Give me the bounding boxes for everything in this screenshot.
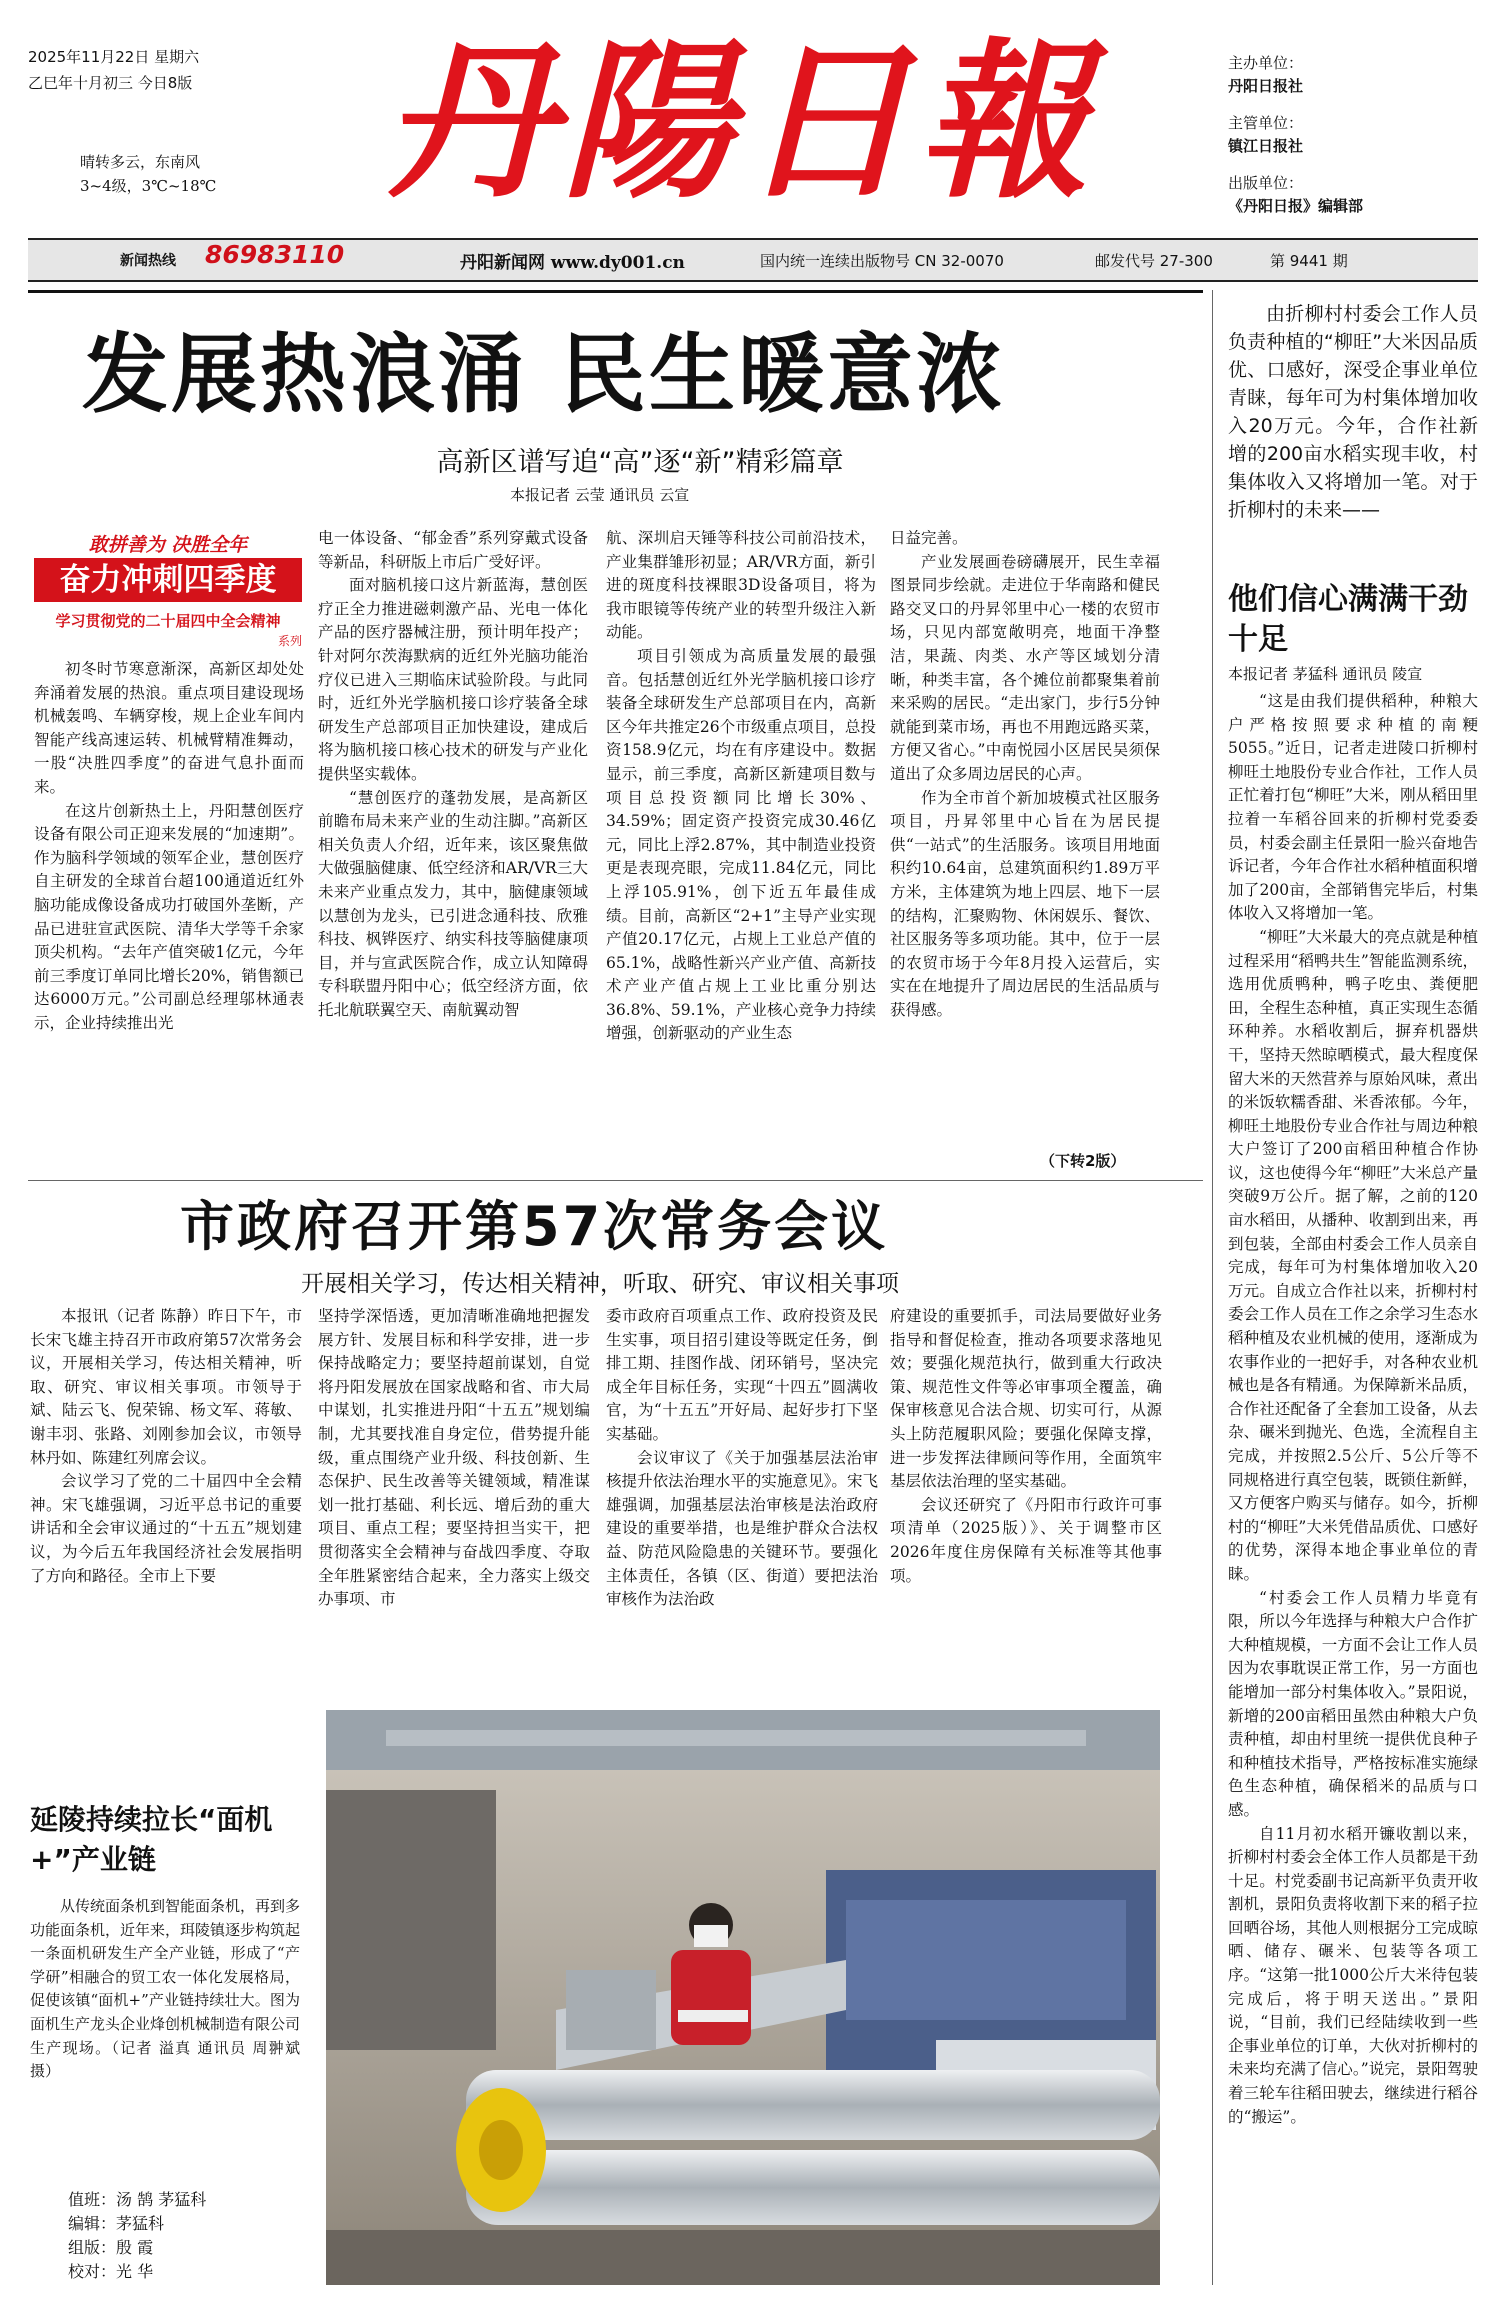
weather-line-2: 3~4级，3℃~18℃	[80, 177, 217, 195]
right-intro-text: 由折柳村村委会工作人员负责种植的“柳旺”大米因品质优、口感好，深受企事业单位青睐，每年可为村集体增加收入20万元。今年，合作社新增的200亩水稻实现丰收，村集体收入又将增加一笔。对于折柳村的未来——	[1228, 303, 1478, 521]
section-rule	[28, 1180, 1203, 1181]
duty-names: 汤 鹄 茅猛科	[116, 2190, 207, 2209]
editor-name: 茅猛科	[116, 2214, 165, 2233]
website: 丹阳新闻网 www.dy001.cn	[460, 253, 685, 273]
series-kicker	[34, 530, 302, 648]
proof-name: 光 华	[116, 2262, 154, 2281]
right-column-divider	[1212, 290, 1213, 2285]
weather-block	[80, 150, 280, 198]
lead-paragraph: “慧创医疗的蓬勃发展，是高新区前瞻布局未来产业的生动注脚。”高新区相关负责人介绍，近年来，该区聚焦做大做强脑健康、低空经济和AR/VR三大未来产业重点发力，其中，脑健康领域以慧创为龙头，已引进念通科技、欣雅科技、枫铧医疗、纳实科技等脑健康项目，并与宣武医院合作，成立认知障碍专科联盟丹阳中心；低空经济方面，依托北航联翼空天、南航翼动智	[318, 788, 588, 1019]
issue-date: 2025年11月22日 星期六	[28, 48, 200, 66]
lead-column-3	[606, 527, 876, 1172]
lead-byline: 本报记者 云莹 通讯员 云宣	[510, 486, 690, 504]
right-paragraph: “村委会工作人员精力毕竟有限，所以今年选择与种粮大户合作扩大种植规模，一方面不会让工作人员因为农事耽误正常工作，另一方面也能增加一部分村集体收入。”景阳说，新增的200亩稻田虽然由种粮大户负责种植，却由村里统一提供优良种子和种植技术指导，严格按标准实施绿色生态种植，确保稻米的品质与口感。	[1228, 1588, 1478, 1819]
supervisor-name: 镇江日报社	[1228, 137, 1304, 155]
publisher-block	[1228, 52, 1468, 218]
lead-paragraph: 电一体设备、“郁金香”系列穿戴式设备等新品，科研版上市后广受好评。	[318, 529, 588, 571]
meeting-paragraph: 会议学习了党的二十届四中全会精神。宋飞雄强调，习近平总书记的重要讲话和全会审议通过的“十五五”规划建议，为今后五年我国经济社会发展指明了方向和路径。全市上下要	[30, 1472, 302, 1585]
lunar-date: 乙巳年十月初三 今日8版	[28, 74, 193, 92]
lead-paragraph: 在这片创新热土上，丹阳慧创医疗设备有限公司正迎来发展的“加速期”。作为脑科学领域的领军企业，慧创医疗自主研发的全球首台超100通道近红外脑功能成像设备成功打破国外垄断，产品已进驻宣武医院、清华大学等千余家顶尖机构。“去年产值突破1亿元，今年前三季度订单同比增长20%，销售额已达6000万元。”公司副总经理邬林通表示，企业持续推出光	[34, 801, 304, 1032]
duty-label: 值班：	[68, 2190, 117, 2209]
meeting-paragraph: 会议还研究了《丹阳市行政许可事项清单（2025版）》、关于调整市区2026年度住房保障有关标准等其他事项。	[890, 1495, 1162, 1585]
staff-list	[68, 2188, 206, 2284]
lead-paragraph: 航、深圳启天锤等科技公司前沿技术，产业集群雏形初显；AR/VR方面，新引进的斑度科技裸眼3D设备项目，将为我市眼镜等传统产业的转型升级注入新动能。	[606, 529, 876, 642]
meeting-paragraph: 委市政府百项重点工作、政府投资及民生实事，项目招引建设等既定任务，倒排工期、挂图作战、闭环销号，坚决完成全年目标任务，实现“十四五”圆满收官，为“十五五”开好局、起好步打下坚实基础。	[606, 1307, 878, 1443]
host-label: 主办单位：	[1228, 54, 1304, 72]
host-name: 丹阳日报社	[1228, 77, 1304, 95]
newspaper-title: 丹陽日報	[383, 22, 1096, 222]
supervisor-label: 主管单位：	[1228, 114, 1304, 132]
lead-column-2	[318, 527, 588, 1172]
meeting-column-4	[890, 1305, 1162, 1690]
photo-headline: 延陵持续拉长“面机+”产业链	[30, 1803, 273, 1876]
lead-top-rule	[28, 290, 1203, 293]
right-paragraph: 自11月初水稻开镰收割以来，折柳村村委会全体工作人员都是干劲十足。村党委副书记高新平负责开收割机，景阳负责将收割下来的稻子拉回晒谷场，其他人则根据分工完成晾晒、储存、碾米、包装等各项工序。“这第一批1000公斤大米待包装完成后，将于明天送出。”景阳说，“目前，我们已经陆续收到一些企事业单位的订单，大伙对折柳村的未来均充满了信心。”说完，景阳驾驶着三轮车往稻田驶去，继续进行稻谷的“搬运”。	[1228, 1824, 1478, 2126]
kicker-main: 奋力冲刺四季度	[34, 558, 302, 602]
factory-photo	[326, 1710, 1160, 2285]
meeting-subhead: 开展相关学习，传达相关精神，听取、研究、审议相关事项	[301, 1271, 899, 1297]
photo-caption	[30, 1895, 300, 2175]
layout-label: 组版：	[68, 2238, 117, 2257]
meeting-column-2	[318, 1305, 590, 1690]
lead-column-1	[34, 658, 304, 1173]
weather-line-1: 晴转多云，东南风	[80, 153, 201, 171]
meeting-column-1	[30, 1305, 302, 1690]
editor-label: 编辑：	[68, 2214, 117, 2233]
issue-number: 第 9441 期	[1270, 252, 1348, 270]
lead-paragraph: 初冬时节寒意渐深，高新区却处处奔涌着发展的热浪。重点项目建设现场机械轰鸣、车辆穿梭，规上企业车间内智能产线高速运转、机械臂精准舞动，一股“决胜四季度”的奋进气息扑面而来。	[34, 660, 304, 796]
lead-paragraph: 日益完善。	[890, 529, 968, 547]
layout-name: 殷 霞	[116, 2238, 154, 2257]
right-intro	[1228, 300, 1478, 570]
proof-label: 校对：	[68, 2262, 117, 2281]
right-byline: 本报记者 茅猛科 通讯员 陵宣	[1228, 665, 1423, 683]
right-headline: 他们信心满满干劲十足	[1228, 582, 1468, 657]
lead-paragraph: 项目引领成为高质量发展的最强音。包括慧创近红外光学脑机接口诊疗装备全球研发生产总部项目在内，高新区今年共推定26个市级重点项目，总投资158.9亿元，均在有序建设中。数据显示，前三季度，高新区新建项目数与项目总投资额同比增长30%、34.59%；固定资产投资完成30.46亿元，同比上浮2.87%，其中制造业投资更是表现亮眼，完成11.84亿元，同比上浮105.91%，创下近五年最佳成绩。目前，高新区“2+1”主导产业实现产值20.17亿元，占规上工业总产值的65.1%，战略性新兴产业产值、高新技术产业产值占规上工业比重分别达36.8%、59.1%，产业核心竞争力持续增强，创新驱动的产业生态	[606, 646, 876, 1043]
publisher-name: 《丹阳日报》编辑部	[1228, 197, 1364, 215]
postal-code: 邮发代号 27-300	[1095, 252, 1213, 270]
lead-headline: 发展热浪涌 民生暖意浓	[82, 325, 1005, 425]
meeting-headline: 市政府召开第57次常务会议	[180, 1195, 889, 1258]
photo-caption-text: 从传统面条机到智能面条机，再到多功能面条机，近年来，珥陵镇逐步构筑起一条面机研发生产全产业链，形成了“产学研”相融合的贸工农一体化发展格局，促使该镇“面机+”产业链持续壮大。图为面机生产龙头企业烽创机械制造有限公司生产现场。（记者 溢真 通讯员 周翀斌 摄）	[30, 1897, 300, 2081]
kicker-tail: 系列	[277, 634, 302, 648]
kicker-top: 敢拼善为 决胜全年	[88, 534, 248, 556]
publisher-label: 出版单位：	[1228, 174, 1304, 192]
lead-paragraph: 作为全市首个新加坡模式社区服务项目，丹昇邻里中心旨在为居民提供“一站式”的生活服务。该项目用地面积约10.64亩，总建筑面积约1.89万平方米，主体建筑为地上四层、地下一层的结构，汇聚购物、休闲娱乐、餐饮、社区服务等多项功能。其中，位于一层的农贸市场于今年8月投入运营后，实实在在地提升了周边居民的生活品质与获得感。	[890, 788, 1160, 1019]
kicker-bottom: 学习贯彻党的二十届四中全会精神	[55, 612, 281, 630]
meeting-paragraph: 会议审议了《关于加强基层法治审核提升依法治理水平的实施意见》。宋飞雄强调，加强基层法治审核是法治政府建设的重要举措，也是维护群众合法权益、防范风险隐患的关键环节。要强化主体责任，各镇（区、街道）要把法治审核作为法治政	[606, 1448, 878, 1609]
meeting-paragraph: 本报讯（记者 陈静）昨日下午，市长宋飞雄主持召开市政府第57次常务会议，开展相关学习，传达相关精神，听取、研究、审议相关事项。市领导于斌、陆云飞、倪荣锦、杨文军、蒋敏、谢丰羽、张路、刘刚参加会议，市领导林丹如、陈建红列席会议。	[30, 1307, 302, 1467]
factory-scene-illustration	[326, 1710, 1160, 2285]
right-body	[1228, 690, 1478, 2285]
lead-column-4	[890, 527, 1160, 1147]
hotline-number: 86983110	[205, 240, 345, 269]
continued-note: （下转2版）	[1040, 1152, 1126, 1170]
lead-paragraph: 产业发展画卷磅礴展开，民生幸福图景同步绘就。走进位于华南路和健民路交叉口的丹昇邻里中心一楼的农贸市场，只见内部宽敞明亮，地面干净整洁，果蔬、肉类、水产等区域划分清晰，种类丰富，各个摊位前都聚集着前来采购的居民。“走出家门，步行5分钟就能到菜市场，再也不用跑远路买菜，方便又省心。”中南悦园小区居民吴须保道出了众多周边居民的心声。	[890, 552, 1160, 783]
hotline-label: 新闻热线	[120, 253, 176, 269]
masthead-date-block	[28, 44, 288, 96]
lead-paragraph: 面对脑机接口这片新蓝海，慧创医疗正全力推进磁刺激产品、光电一体化产品的医疗器械注册，预计明年投产；针对阿尔茨海默病的近红外光脑功能治疗仪已进入三期临床试验阶段。与此同时，近红外光学脑机接口诊疗装备全球研发生产总部项目正加快建设，建成后将为脑机接口核心技术的研发与产业化提供坚实载体。	[318, 576, 588, 783]
right-paragraph: “这是由我们提供稻种，种粮大户严格按照要求种植的南粳5055。”近日，记者走进陵口折柳村柳旺土地股份专业合作社，工作人员正忙着打包“柳旺”大米，刚从稻田里拉着一车稻谷回来的折柳村党委委员，村委会副主任景阳一脸兴奋地告诉记者，今年合作社水稻种植面积增加了200亩，全部销售完毕后，村集体收入又将增加一笔。	[1228, 692, 1478, 923]
cn-number: 国内统一连续出版物号 CN 32-0070	[760, 252, 1004, 270]
meeting-column-3	[606, 1305, 878, 1690]
right-paragraph: “柳旺”大米最大的亮点就是种植过程采用“稻鸭共生”智能监测系统，选用优质鸭种，鸭子吃虫、粪便肥田，全程生态种植，真正实现生态循环种养。水稻收割后，摒弃机器烘干，坚持天然晾晒模式，最大程度保留大米的天然营养与原始风味，煮出的米饭软糯香甜、米香浓郁。今年，柳旺土地股份专业合作社与周边种粮大户签订了200亩稻田种植合作协议，这也使得今年“柳旺”大米总产量突破9万公斤。据了解，之前的120亩水稻田，从播种、收割到出来，再到包装，全部由村委会工作人员亲自完成，每年可为村集体增加收入20万元。自成立合作社以来，折柳村村委会工作人员在工作之余学习生态水稻种植及农业机械的使用，逐渐成为农事作业的一把好手，对各种农业机械也是各有精通。为保障新米品质，合作社还配备了全套加工设备，从去杂、碾米到抛光、色选，全流程自主完成，并按照2.5公斤、5公斤等不同规格进行真空包装，既锁住新鲜，又方便客户购买与储存。如今，折柳村的“柳旺”大米凭借品质优、口感好的优势，深得本地企事业单位的青睐。	[1228, 927, 1478, 1583]
meeting-paragraph: 府建设的重要抓手，司法局要做好业务指导和督促检查，推动各项要求落地见效；要强化规范执行，做到重大行政决策、规范性文件等必审事项全覆盖，确保审核意见合法合规、切实可行，从源头上防范履职风险；要强化保障支撑，进一步发挥法律顾问等作用，全面筑牢基层依法治理的坚实基础。	[890, 1307, 1162, 1491]
meeting-paragraph: 坚持学深悟透，更加清晰准确地把握发展方针、发展目标和科学安排，进一步保持战略定力；要坚持超前谋划，自觉将丹阳发展放在国家战略和省、市大局中谋划，扎实推进丹阳“十五五”规划编制，尤其要找准自身定位，借势提升能级，重点围绕产业升级、科技创新、生态保护、民生改善等关键领域，精准谋划一批打基础、利长远、增后劲的重大项目、重点工程；要坚持担当实干，把贯彻落实全会精神与奋战四季度、夺取全年胜紧密结合起来，全力落实上级交办事项、市	[318, 1307, 590, 1609]
lead-subhead: 高新区谱写追“高”逐“新”精彩篇章	[436, 447, 844, 478]
